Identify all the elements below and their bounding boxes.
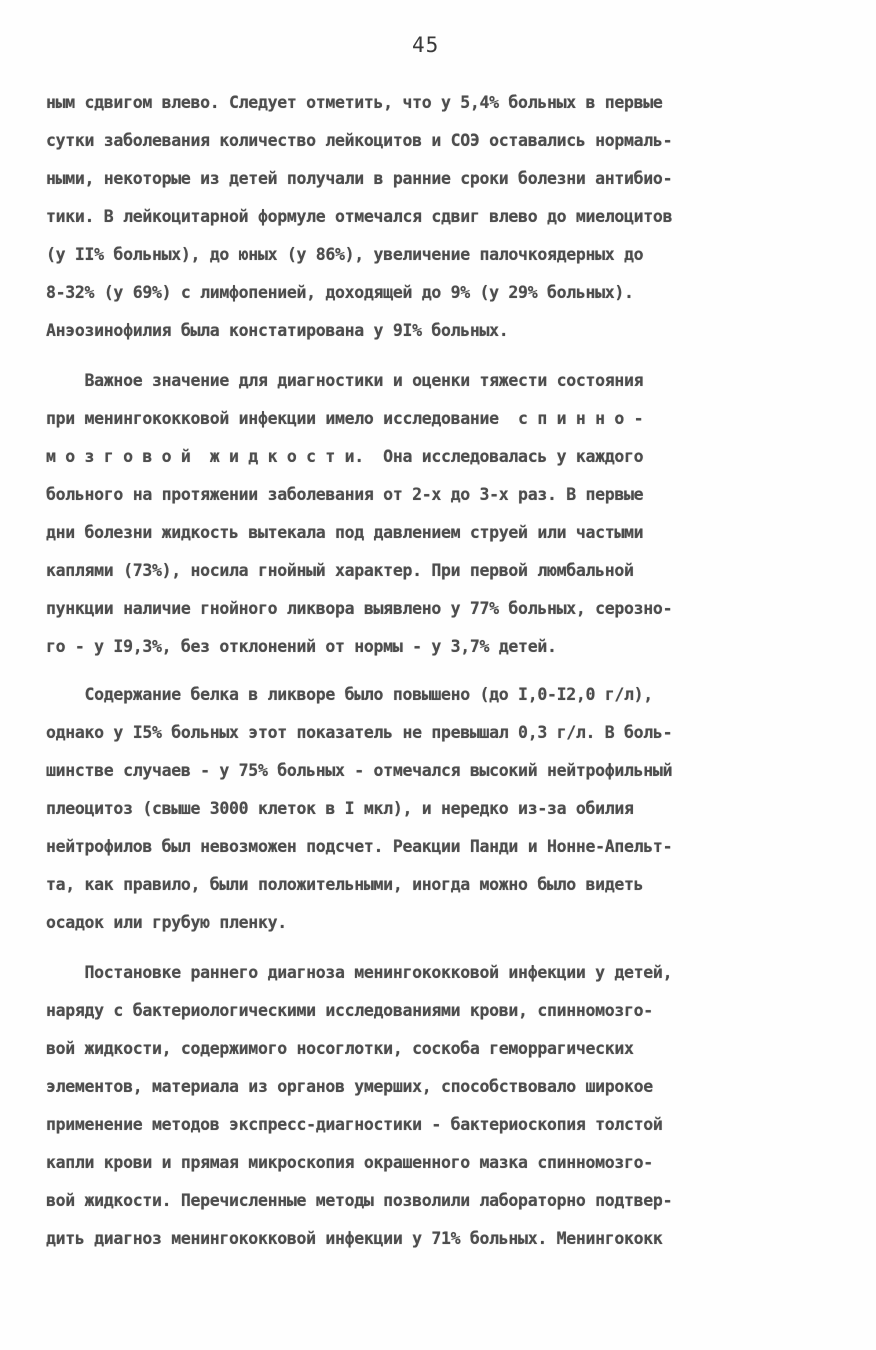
- text-line: дни болезни жидкость вытекала под давлением струей или частыми: [46, 523, 644, 542]
- paragraph-2: [46, 362, 836, 666]
- text-line: капли крови и прямая микроскопия окрашенного мазка спинномозго-: [46, 1153, 653, 1172]
- text-line: при менингококковой инфекции имело исследование с п и н н о -: [46, 409, 644, 428]
- text-line: осадок или грубую пленку.: [46, 913, 287, 932]
- text-line: тики. В лейкоцитарной формуле отмечался сдвиг влево до миелоцитов: [46, 207, 673, 226]
- text-line: применение методов экспресс-диагностики - бактериоскопия толстой: [46, 1115, 663, 1134]
- text-line: м о з г о в о й ж и д к о с т и. Она исследовалась у каждого: [46, 447, 644, 466]
- text-line: го - у I9,3%, без отклонений от нормы - у 3,7% детей.: [46, 637, 557, 656]
- text-line: плеоцитоз (свыше 3000 клеток в I мкл), и нередко из-за обилия: [46, 799, 634, 818]
- text-line: Содержание белка в ликворе было повышено (до I,0-I2,0 г/л),: [46, 685, 653, 704]
- text-line: вой жидкости, содержимого носоглотки, соскоба геморрагических: [46, 1039, 634, 1058]
- text-line: сутки заболевания количество лейкоцитов и СОЭ оставались нормаль-: [46, 131, 673, 150]
- text-line: 8-32% (у 69%) с лимфопенией, доходящей до 9% (у 29% больных).: [46, 283, 634, 302]
- text-line: однако у I5% больных этот показатель не превышал 0,3 г/л. В боль-: [46, 723, 673, 742]
- text-line: Анэозинофилия была констатирована у 9I% больных.: [46, 321, 509, 340]
- text-line: дить диагноз менингококковой инфекции у 71% больных. Менингококк: [46, 1229, 663, 1248]
- text-line: элементов, материала из органов умерших, способствовало широкое: [46, 1077, 653, 1096]
- text-line: Постановке раннего диагноза менингококковой инфекции у детей,: [46, 963, 673, 982]
- text-line: наряду с бактериологическими исследованиями крови, спинномозго-: [46, 1001, 653, 1020]
- text-line: ным сдвигом влево. Следует отметить, что у 5,4% больных в первые: [46, 93, 663, 112]
- text-line: больного на протяжении заболевания от 2-х до 3-х раз. В первые: [46, 485, 644, 504]
- text-line: шинстве случаев - у 75% больных - отмечался высокий нейтрофильный: [46, 761, 673, 780]
- text-line: та, как правило, были положительными, иногда можно было видеть: [46, 875, 644, 894]
- text-line: каплями (73%), носила гнойный характер. При первой люмбальной: [46, 561, 634, 580]
- page-number: 45: [412, 33, 440, 57]
- paragraph-3: [46, 676, 836, 942]
- text-line: нейтрофилов был невозможен подсчет. Реакции Панди и Нонне-Апельт-: [46, 837, 673, 856]
- paragraph-1: [46, 84, 836, 350]
- text-line: ными, некоторые из детей получали в ранние сроки болезни антибио-: [46, 169, 673, 188]
- text-line: вой жидкости. Перечисленные методы позволили лабораторно подтвер-: [46, 1191, 673, 1210]
- text-line: пункции наличие гнойного ликвора выявлено у 77% больных, серозно-: [46, 599, 673, 618]
- paragraph-4: [46, 954, 836, 1258]
- text-line: (у II% больных), до юных (у 86%), увеличение палочкоядерных до: [46, 245, 644, 264]
- text-line: Важное значение для диагностики и оценки тяжести состояния: [46, 371, 644, 390]
